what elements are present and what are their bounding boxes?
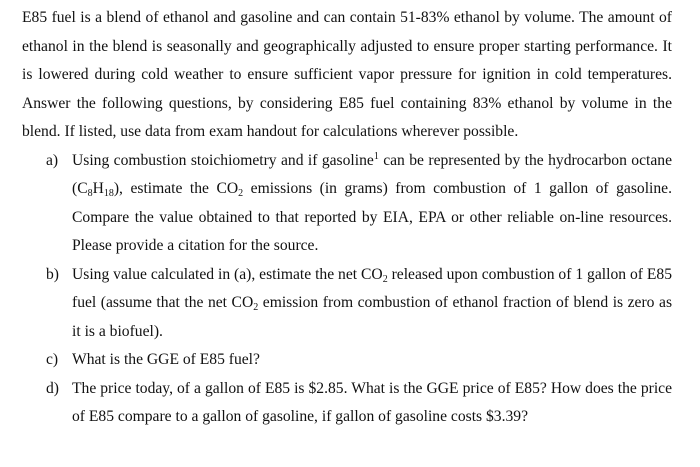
subscript-co2: 2 <box>253 302 259 313</box>
document-body <box>22 4 672 432</box>
question-a-part2: can be represented by the hydrocarbon octane (C <box>72 151 672 197</box>
question-c-text: What is the GGE of E85 fuel? <box>72 351 260 368</box>
question-c <box>22 346 672 375</box>
question-d-letter: d) <box>46 379 59 397</box>
question-b-part3: emission from combustion of ethanol fraction of blend is zero as it is a biofuel). <box>72 294 673 340</box>
subscript-co2: 2 <box>382 273 388 285</box>
question-a-letter: a) <box>46 151 59 169</box>
question-d-text: The price today, of a gallon of E85 is $2.85. What is the GGE price of E85? How does the price of E85 compare to a gallon of gasoline, if gallon of gasoline costs $3.39? <box>72 379 672 425</box>
question-b-part2: released upon combustion of 1 gallon of E85 fuel (assume that the net CO <box>72 265 672 311</box>
question-a-part4: ), estimate the CO <box>113 180 239 197</box>
subscript-hydrogen-count: 18 <box>103 188 114 199</box>
question-b <box>22 261 672 347</box>
question-list <box>22 147 672 432</box>
question-d <box>22 375 672 432</box>
question-b-text <box>72 261 672 347</box>
footnote-marker: 1 <box>373 150 379 162</box>
subscript-carbon-count: 8 <box>87 188 93 199</box>
question-a-part5: emissions (in grams) from combustion of 1 gallon of gasoline. Compare the value obtained to that reported by EIA, EPA or other reliable on-line resources. Please provide a citation for the source. <box>72 180 672 254</box>
subscript-co2: 2 <box>238 188 244 199</box>
question-c-letter: c) <box>46 351 59 368</box>
question-a-part3: H <box>92 180 104 197</box>
question-a-part1: Using combustion stoichiometry and if gasoline <box>72 151 374 169</box>
question-a-text <box>72 147 672 261</box>
question-a <box>22 147 672 261</box>
intro-paragraph: E85 fuel is a blend of ethanol and gasoline and can contain 51-83% ethanol by volume. The amount of ethanol in the blend is seasonally and geographically adjusted to ensure proper starting performance. It is lowered during cold weather to ensure sufficient vapor pressure for ignition in cold temperatures. Answer the following questions, by considering E85 fuel containing 83% ethanol by volume in the blend. If listed, use data from exam handout for calculations wherever possible. <box>22 9 672 140</box>
question-b-part1: Using value calculated in (a), estimate the net CO <box>72 265 383 283</box>
question-b-letter: b) <box>46 265 59 283</box>
